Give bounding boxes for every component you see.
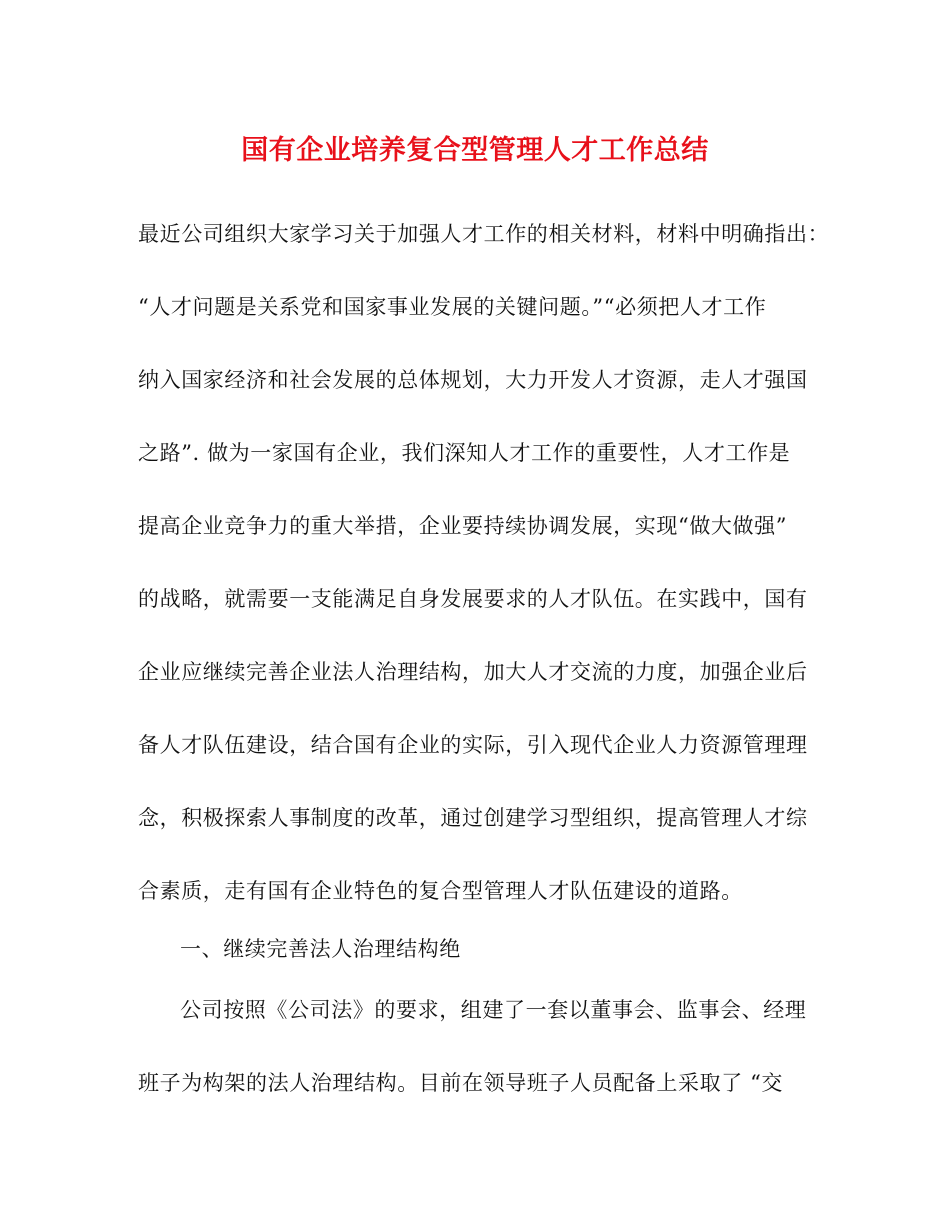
body-line: 念，积极探索人事制度的改革，通过创建学习型组织，提高管理人才综 <box>138 806 808 830</box>
body-line: “人才问题是关系党和国家事业发展的关键问题。”“必须把人才工作 <box>138 295 767 319</box>
body-line: 最近公司组织大家学习关于加强人才工作的相关材料，材料中明确指出： <box>138 222 830 246</box>
body-line: 纳入国家经济和社会发展的总体规划，大力开发人才资源，走人才强国 <box>138 368 808 392</box>
document-title: 国有企业培养复合型管理人才工作总结 <box>241 135 709 166</box>
body-line: 班子为构架的法人治理结构。目前在领导班子人员配备上采取了 “交 <box>138 1071 784 1095</box>
body-line: 之路”. 做为一家国有企业，我们深知人才工作的重要性，人才工作是 <box>138 441 791 465</box>
body-line: 企业应继续完善企业法人治理结构，加大人才交流的力度，加强企业后 <box>138 660 808 684</box>
body-line: 公司按照《公司法》的要求，组建了一套以董事会、监事会、经理 <box>180 998 807 1022</box>
body-line: 的战略，就需要一支能满足自身发展要求的人才队伍。在实践中，国有 <box>138 587 808 611</box>
section-heading: 一、继续完善法人治理结构绝 <box>180 937 461 961</box>
body-line: 合素质，走有国有企业特色的复合型管理人才队伍建设的道路。 <box>138 879 743 903</box>
body-line: 备人才队伍建设，结合国有企业的实际，引入现代企业人力资源管理理 <box>138 733 808 757</box>
body-line: 提高企业竞争力的重大举措，企业要持续协调发展，实现“做大做强” <box>138 514 788 538</box>
